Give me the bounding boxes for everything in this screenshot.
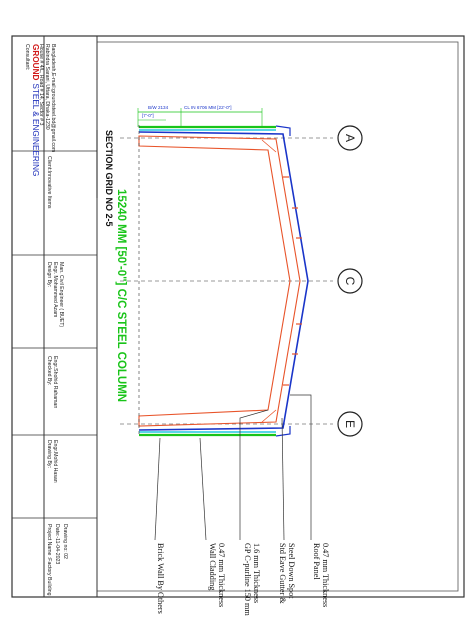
section-title: SECTION GRID NO 2-5 bbox=[104, 130, 114, 227]
address-line-2: Rabindra Sarani, Uttara, Dhaka-1230 bbox=[44, 44, 50, 130]
title-block bbox=[12, 36, 97, 597]
grid-label-a: A bbox=[343, 133, 357, 143]
dim-bw: B/W 2134 bbox=[148, 105, 169, 110]
grid-label-e: E bbox=[343, 419, 357, 429]
callout-roof-panel-line-1: Roof Panel bbox=[312, 543, 321, 580]
address-line-1: House # 4/L, Road # 14, Sector # 3 bbox=[38, 44, 44, 126]
callout-purline-line-2: 1.6 mm Thickness bbox=[252, 543, 261, 604]
drawing-number: Drawing no: 02 bbox=[62, 524, 68, 559]
section-title-group bbox=[97, 130, 114, 227]
dim-cl: CL IN 6706 MM [22'-0"] bbox=[184, 105, 232, 110]
drawn-label: Drawing By: bbox=[46, 440, 52, 468]
checked-label: Checked By: bbox=[46, 356, 52, 386]
drawn-name: Engr.Mohid Hasan bbox=[52, 440, 58, 483]
callout-gutter bbox=[278, 543, 296, 604]
design-label: Design By: bbox=[46, 262, 52, 288]
dimension-strings bbox=[138, 105, 262, 127]
callout-brick bbox=[156, 543, 165, 614]
callout-cladding-line-1: Wall Cladding bbox=[208, 543, 217, 591]
project-date: Date:-11-04-2023 bbox=[54, 524, 60, 565]
callout-purline-line-1: GP C-purline 150 mm bbox=[243, 543, 252, 616]
design-name: Engr. Mohammed Azam bbox=[52, 262, 58, 318]
grid-bubble-a bbox=[338, 126, 362, 150]
consultant-label: Consultant: bbox=[24, 44, 30, 71]
project-name: Project Name :Factory Building bbox=[46, 524, 52, 596]
callout-brick-line-1: Brick Wall By Others bbox=[156, 543, 165, 614]
callout-gutter-line-2: Steel Down Spot bbox=[287, 543, 296, 599]
checked-name: Engr.Shohid Rahaman bbox=[52, 356, 58, 409]
leader-lines bbox=[155, 395, 311, 540]
client-label: Client:Innovative Items bbox=[46, 156, 52, 209]
purlin-marks bbox=[283, 177, 302, 385]
grid-bubble-c bbox=[338, 269, 362, 293]
design-role: Man. Civil Engineer ( BUET) bbox=[58, 262, 64, 328]
callout-gutter-line-1: Std Eave Gutter & bbox=[278, 543, 287, 604]
grid-lines bbox=[120, 138, 333, 424]
callout-purline bbox=[243, 543, 261, 616]
dim-sub: [7'-0"] bbox=[142, 113, 154, 118]
frame-haunch-right bbox=[262, 410, 276, 422]
contact-line: Bangladesh,E-mail:groundsteel.bd@gmail.com bbox=[50, 44, 56, 153]
firm-prefix: GROUND bbox=[31, 44, 40, 81]
drawing-frame bbox=[97, 42, 458, 591]
callout-cladding-line-2: 0.47 mm Thickness bbox=[217, 543, 226, 608]
grid-bubble-e bbox=[338, 412, 362, 436]
firm-suffix: STEEL & ENGINEERING bbox=[31, 83, 40, 177]
span-label: 15240 MM [50'-0"] C/C STEEL COLUMN bbox=[115, 189, 127, 403]
sheet-border bbox=[12, 36, 464, 597]
callout-roof-panel-line-2: 0.47 mm Thickness bbox=[321, 543, 330, 608]
grid-label-c: C bbox=[343, 276, 357, 286]
